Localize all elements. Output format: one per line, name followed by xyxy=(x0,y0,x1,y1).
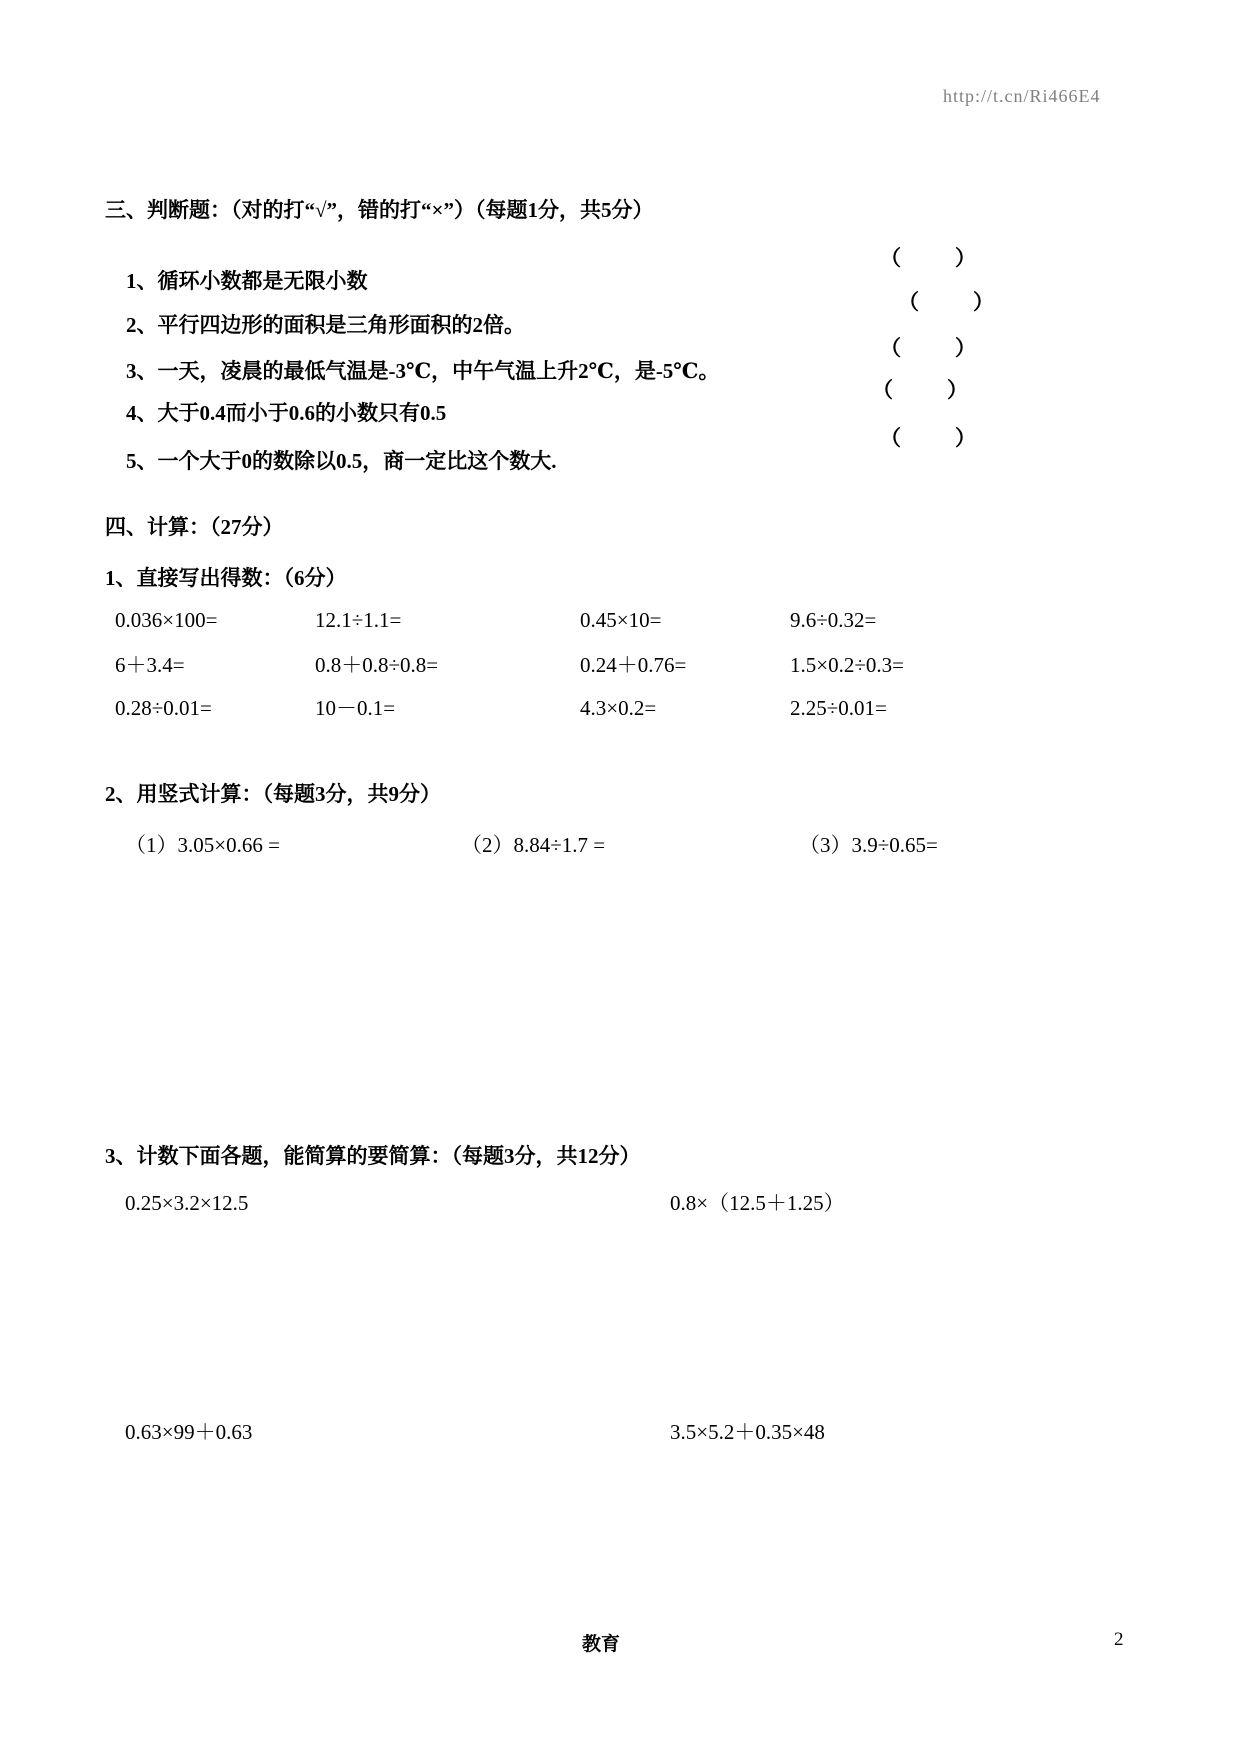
calc-cell: 10－0.1= xyxy=(315,696,396,720)
calc-cell: 0.24＋0.76= xyxy=(580,653,687,677)
judgment-item-2-text: 2、平行四边形的面积是三角形面积的2倍。 xyxy=(126,313,525,337)
direct-calc-row-3 xyxy=(105,697,1155,721)
judgment-item-3-answer-blank: （ ） xyxy=(880,336,980,360)
page-number: 2 xyxy=(1114,1629,1124,1650)
judgment-item-4-answer-blank: （ ） xyxy=(872,378,972,402)
judgment-item-2-answer-blank: （ ） xyxy=(898,290,998,314)
simplify-row-1 xyxy=(105,1192,1155,1216)
simplify-expression-3: 0.63×99＋0.63 xyxy=(125,1420,253,1444)
vertical-calc-problem-3: （3）3.9÷0.65= xyxy=(799,833,938,857)
simplify-expression-1: 0.25×3.2×12.5 xyxy=(125,1191,249,1215)
direct-calc-row-1 xyxy=(105,609,1155,633)
calc-cell: 9.6÷0.32= xyxy=(790,608,877,632)
judgment-item-1-text: 1、循环小数都是无限小数 xyxy=(126,269,368,293)
judgment-item-4-text: 4、大于0.4而小于0.6的小数只有0.5 xyxy=(126,401,447,425)
footer-label: 教育 xyxy=(582,1634,621,1655)
section4-heading: 四、计算：（27分） xyxy=(105,515,284,539)
simplify-heading: 3、计数下面各题，能简算的要简算：（每题3分，共12分） xyxy=(105,1144,641,1168)
judgment-item-3-text: 3、一天，凌晨的最低气温是-3℃，中午气温上升2℃，是-5℃。 xyxy=(126,359,720,383)
section3-heading: 三、判断题：（对的打“√”，错的打“×”）（每题1分，共5分） xyxy=(105,198,654,222)
calc-cell: 1.5×0.2÷0.3= xyxy=(790,653,904,677)
calc-cell: 6＋3.4= xyxy=(115,653,185,677)
vertical-calc-heading: 2、用竖式计算：（每题3分，共9分） xyxy=(105,782,441,806)
vertical-calc-problems xyxy=(105,834,1155,858)
calc-cell: 12.1÷1.1= xyxy=(315,608,402,632)
calc-cell: 4.3×0.2= xyxy=(580,696,657,720)
simplify-expression-4: 3.5×5.2＋0.35×48 xyxy=(670,1420,825,1444)
vertical-calc-problem-1: （1）3.05×0.66 = xyxy=(125,833,280,857)
judgment-item-5 xyxy=(105,426,980,519)
direct-calc-heading: 1、直接写出得数：（6分） xyxy=(105,566,347,590)
judgment-item-5-text: 5、一个大于0的数除以0.5，商一定比这个数大. xyxy=(126,449,557,473)
simplify-expression-2: 0.8×（12.5＋1.25） xyxy=(670,1191,845,1215)
simplify-row-2 xyxy=(105,1421,1155,1445)
judgment-item-5-answer-blank: （ ） xyxy=(880,426,980,450)
calc-cell: 0.036×100= xyxy=(115,608,218,632)
direct-calc-row-2 xyxy=(105,654,1155,678)
judgment-item-1-answer-blank: （ ） xyxy=(880,246,980,270)
calc-cell: 0.45×10= xyxy=(580,608,662,632)
calc-cell: 0.28÷0.01= xyxy=(115,696,212,720)
header-share-url[interactable]: http://t.cn/Ri466E4 xyxy=(943,86,1101,106)
calc-cell: 0.8＋0.8÷0.8= xyxy=(315,653,439,677)
calc-cell: 2.25÷0.01= xyxy=(790,696,887,720)
vertical-calc-problem-2: （2）8.84÷1.7 = xyxy=(461,833,606,857)
